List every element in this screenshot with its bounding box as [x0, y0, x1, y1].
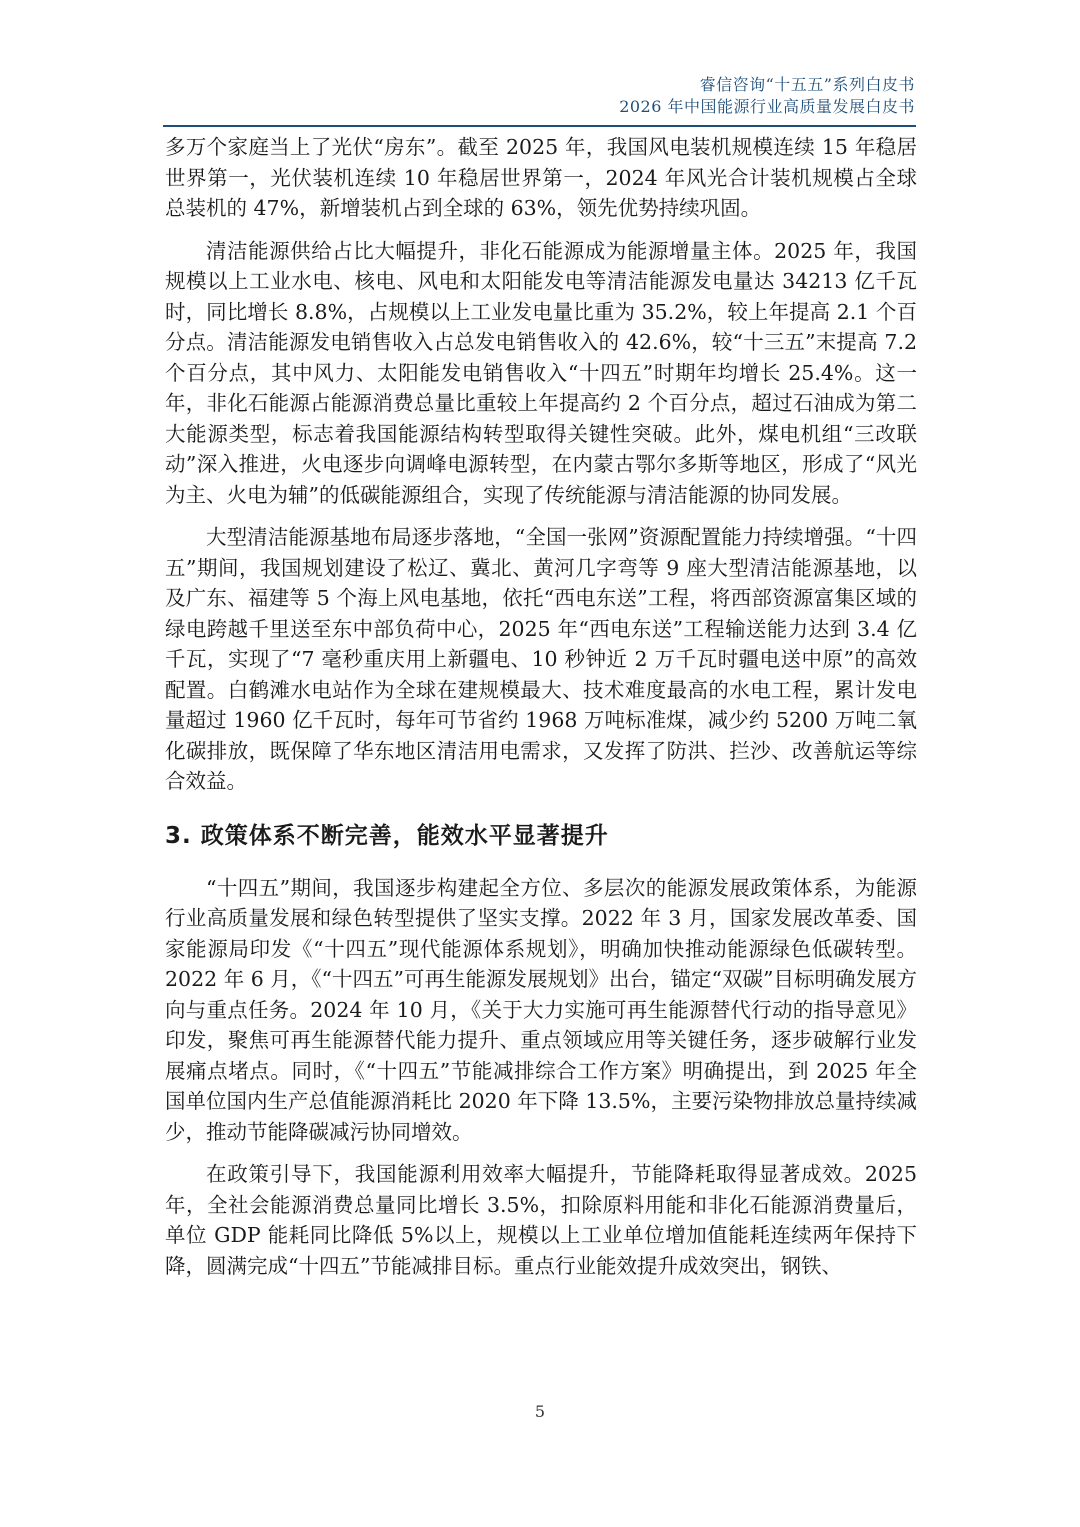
paragraph-clean-energy-supply: 清洁能源供给占比大幅提升，非化石能源成为能源增量主体。2025 年，我国规模以上工业水电、核电、风电和太阳能发电等清洁能源发电量达 34213 亿千瓦时，同比增长 8.8%，占规模以上工业发电量比重为 35.2%，较上年提高 2.1 个百分点。清洁能源发电销售收入占总发电销售收入的 42.6%，较“十三五”末提高 7.2 个百分点，其中风力、太阳能发电销售收入“十四五”时期年均增长 25.4%。这一年，非化石能源占能源消费总量比重较上年提高约 2 个百分点，超过石油成为第二大能源类型，标志着我国能源结构转型取得关键性突破。此外，煤电机组“三改联动”深入推进，火电逐步向调峰电源转型，在内蒙古鄂尔多斯等地区，形成了“风光为主、火电为辅”的低碳能源组合，实现了传统能源与清洁能源的协同发展。: [165, 238, 917, 507]
header-series-title: 睿信咨询“十五五”系列白皮书: [699, 75, 915, 94]
paragraph-energy-bases: 大型清洁能源基地布局逐步落地，“全国一张网”资源配置能力持续增强。“十四五”期间，我国规划建设了松辽、冀北、黄河几字弯等 9 座大型清洁能源基地，以及广东、福建等 5 个海上风电基地，依托“西电东送”工程，将西部资源富集区域的绿电跨越千里送至东中部负荷中心，2025 年“西电东送”工程输送能力达到 3.4 亿千瓦，实现了“7 毫秒重庆用上新疆电、10 秒钟近 2 万千瓦时疆电送中原”的高效配置。白鹤滩水电站作为全球在建规模最大、技术难度最高的水电工程，累计发电量超过 1960 亿千瓦时，每年可节省约 1968 万吨标准煤，减少约 5200 万吨二氧化碳排放，既保障了华东地区清洁用电需求，又发挥了防洪、拦沙、改善航运等综合效益。: [165, 525, 917, 793]
paragraph-energy-efficiency: 在政策引导下，我国能源利用效率大幅提升，节能降耗取得显著成效。2025 年，全社会能源消费总量同比增长 3.5%，扣除原料用能和非化石能源消费量后，单位 GDP 能耗同比降低 5%以上，规模以上工业单位增加值能耗连续两年保持下降，圆满完成“十四五”节能减排目标。重点行业能效提升成效突出，钢铁、: [165, 1162, 917, 1278]
header-document-title: 2026 年中国能源行业高质量发展白皮书: [619, 97, 915, 116]
paragraph-continued: 多万个家庭当上了光伏“房东”。截至 2025 年，我国风电装机规模连续 15 年稳居世界第一，光伏装机连续 10 年稳居世界第一，2024 年风光合计装机规模占全球总装机的 47%，新增装机占到全球的 63%，领先优势持续巩固。: [165, 135, 917, 220]
running-header: [619, 74, 915, 118]
page-number: 5: [534, 1402, 546, 1421]
paragraph-policy-system: “十四五”期间，我国逐步构建起全方位、多层次的能源发展政策体系，为能源行业高质量发展和绿色转型提供了坚实支撑。2022 年 3 月，国家发展改革委、国家能源局印发《“十四五”现代能源体系规划》，明确加快推动能源绿色低碳转型。2022 年 6 月，《“十四五”可再生能源发展规划》出台，锚定“双碳”目标明确发展方向与重点任务。2024 年 10 月，《关于大力实施可再生能源替代行动的指导意见》印发，聚焦可再生能源替代能力提升、重点领域应用等关键任务，逐步破解行业发展痛点堵点。同时，《“十四五”节能减排综合工作方案》明确提出，到 2025 年全国单位国内生产总值能源消耗比 2020 年下降 13.5%，主要污染物排放总量持续减少，推动节能降碳减污协同增效。: [165, 875, 917, 1144]
section-heading: 3. 政策体系不断完善，能效水平显著提升: [165, 822, 609, 849]
header-divider: [163, 125, 916, 127]
page-body: [165, 132, 917, 1281]
